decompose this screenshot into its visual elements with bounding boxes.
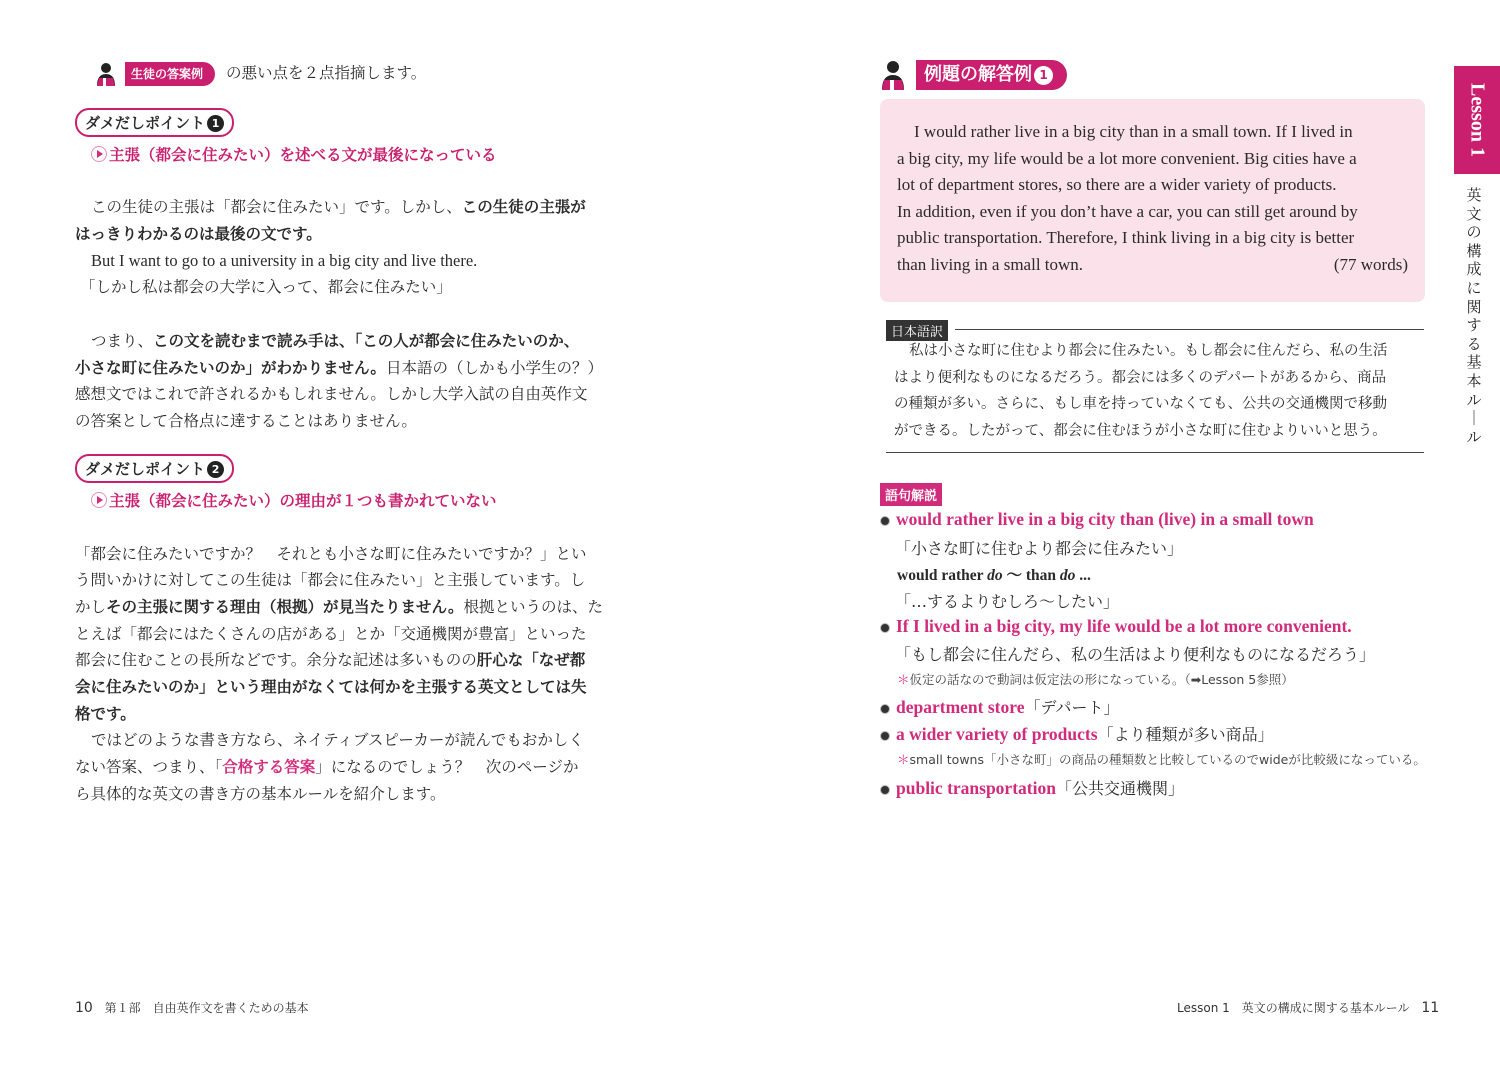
dame-point-label: ダメだしポイント 1 (75, 108, 234, 137)
para3-line5: 都会に住むことの長所などです。余分な記述は多いものの肝心な「なぜ都 (75, 651, 586, 669)
example-sentence-en: But I want to go to a university in a big city and live there. (91, 251, 478, 270)
para2-line1: つまり、この文を読むまで読み手は、「この人が都会に住みたいのか、 (91, 332, 580, 350)
bullet-icon (880, 785, 890, 795)
vocab2-ja: 「もし都会に住んだら、私の生活はより便利なものになるだろう」 (895, 645, 1376, 664)
lesson-side-tab: Lesson 1 (1454, 66, 1500, 174)
japanese-translation-label: 日本語訳 (886, 320, 948, 341)
student-badge-label: 生徒の答案例 (125, 62, 215, 86)
translation-line: 私は小さな町に住むより都会に住みたい。もし都会に住んだら、私の生活 (909, 343, 1388, 359)
para3-line6: 会に住みたいのか」という理由がなくては何かを主張する英文としては失 (75, 678, 587, 696)
page-number: 11 (1421, 1000, 1440, 1016)
para4-line2: ない答案、つまり、「合格する答案」になるのでしょう？ 次のページか (75, 758, 579, 776)
para3-line2: う問いかけに対してこの生徒は「都会に住みたい」と主張しています。し (75, 571, 586, 589)
point1-title: 主張（都会に住みたい）を述べる文が最後になっている (91, 143, 497, 165)
answer-line: I would rather live in a big city than in a small town. If I lived in (914, 122, 1353, 141)
vocab-item-2: If I lived in a big city, my life would be a lot more convenient. (880, 616, 1352, 637)
answer-line: a big city, my life would be a lot more convenient. Big cities have a (897, 148, 1357, 168)
number-circle: 1 (1034, 66, 1053, 85)
translation-line: の種類が多い。さらに、もし車を持っていなくても、公共の交通機関で移動 (894, 396, 1387, 413)
dame-point-2 (75, 454, 234, 483)
japanese-translation (894, 338, 1419, 444)
vocab4-note: ＊small towns「小さな町」の商品の種類数と比較しているのでwideが比較級になっている。 (897, 752, 1426, 767)
vocab-item-1: would rather live in a big city than (live) in a small town (880, 509, 1314, 530)
vocabulary-label: 語句解説 (880, 483, 942, 506)
point2-title: 主張（都会に住みたい）の理由が１つも書かれていない (91, 489, 497, 511)
vocab-item-4: a wider variety of products「より種類が多い商品」 (880, 722, 1274, 745)
side-chapter-title: 英 文 の 構 成 に 関 す る 基 本 ル ｜ ル (1466, 186, 1482, 446)
para1-line2: はっきりわかるのは最後の文です。 (75, 225, 322, 243)
example-answer-box (880, 99, 1425, 302)
vocab1-pattern: would rather do ～ than do ... (897, 567, 1091, 584)
bullet-icon (880, 731, 890, 741)
page-number: 10 (75, 1000, 93, 1016)
bullet-icon (880, 704, 890, 714)
para3-line4: とえば「都会にはたくさんの店がある」とか「交通機関が豊富」といった (75, 625, 587, 643)
dame-point-1 (75, 108, 234, 137)
play-arrow-icon (91, 492, 107, 508)
para4-line3: ら具体的な英文の書き方の基本ルールを紹介します。 (75, 785, 446, 803)
vocab1-pattern-ja: 「…するよりむしろ～したい」 (895, 592, 1120, 611)
para3-line7: 格です。 (75, 705, 136, 723)
left-footer (75, 999, 309, 1016)
example-sentence-ja: 「しかし私は都会の大学に入って、都会に住みたい」 (80, 278, 452, 296)
footer-chapter: 第１部 自由英作文を書くための基本 (104, 1001, 309, 1015)
answer-line: lot of department stores, so there are a wider variety of products. (897, 175, 1337, 195)
dame-point-label: ダメだしポイント 2 (75, 454, 234, 483)
number-circle: 1 (207, 115, 224, 132)
translation-line: ができる。したがって、都会に住むほうが小さな町に住むよりいいと思う。 (894, 422, 1387, 439)
person-icon (880, 60, 916, 90)
answer-last-line: than living in a small town. (77 words) (897, 252, 1408, 279)
student-answer-badge (95, 62, 215, 86)
answer-line: In addition, even if you don’t have a car, you can still get around by (897, 201, 1358, 221)
vocab-item-5: public transportation「公共交通機関」 (880, 776, 1184, 799)
vocab1-ja: 「小さな町に住むより都会に住みたい」 (895, 539, 1184, 558)
bullet-icon (880, 516, 890, 526)
footer-chapter: Lesson 1 英文の構成に関する基本ルール (1177, 1001, 1410, 1015)
para4-line1: ではどのような書き方なら、ネイティブスピーカーが読んでもおかしく (91, 731, 584, 749)
para3-line3: かしその主張に関する理由（根拠）が見当たりません。根拠というのは、た (75, 598, 603, 616)
play-arrow-icon (91, 146, 107, 162)
para2-line4: の答案として合格点に達することはありません。 (75, 412, 417, 430)
para2-line2: 小さな町に住みたいのか」がわかりません。日本語の（しかも小学生の？） (75, 359, 603, 377)
divider (955, 329, 1424, 330)
para3-line1: 「都会に住みたいですか？ それとも小さな町に住みたいですか？」とい (75, 545, 587, 563)
right-footer (1177, 999, 1439, 1016)
answer-line: public transportation. Therefore, I think living in a big city is better (897, 228, 1355, 248)
para2-line3: 感想文ではこれで許されるかもしれません。しかし大学入試の自由英作文 (75, 385, 588, 403)
bullet-icon (880, 623, 890, 633)
example-answer-header (880, 60, 1067, 90)
person-icon (95, 62, 125, 86)
divider (886, 452, 1424, 453)
translation-line: はより便利なものになるだろう。都会には多くのデパートがあるから、商品 (894, 369, 1387, 386)
para1-line1: この生徒の主張は「都会に住みたい」です。しかし、この生徒の主張が (91, 198, 586, 216)
vocab-item-3: department store「デパート」 (880, 695, 1120, 718)
vocab2-note: ＊仮定の話なので動詞は仮定法の形になっている。（➡Lesson 5参照） (897, 672, 1294, 687)
number-circle: 2 (207, 461, 224, 478)
intro-text: の悪い点を２点指摘します。 (226, 64, 427, 82)
word-count: (77 words) (1333, 254, 1408, 274)
example-title: 例題の解答例 1 (916, 60, 1067, 90)
